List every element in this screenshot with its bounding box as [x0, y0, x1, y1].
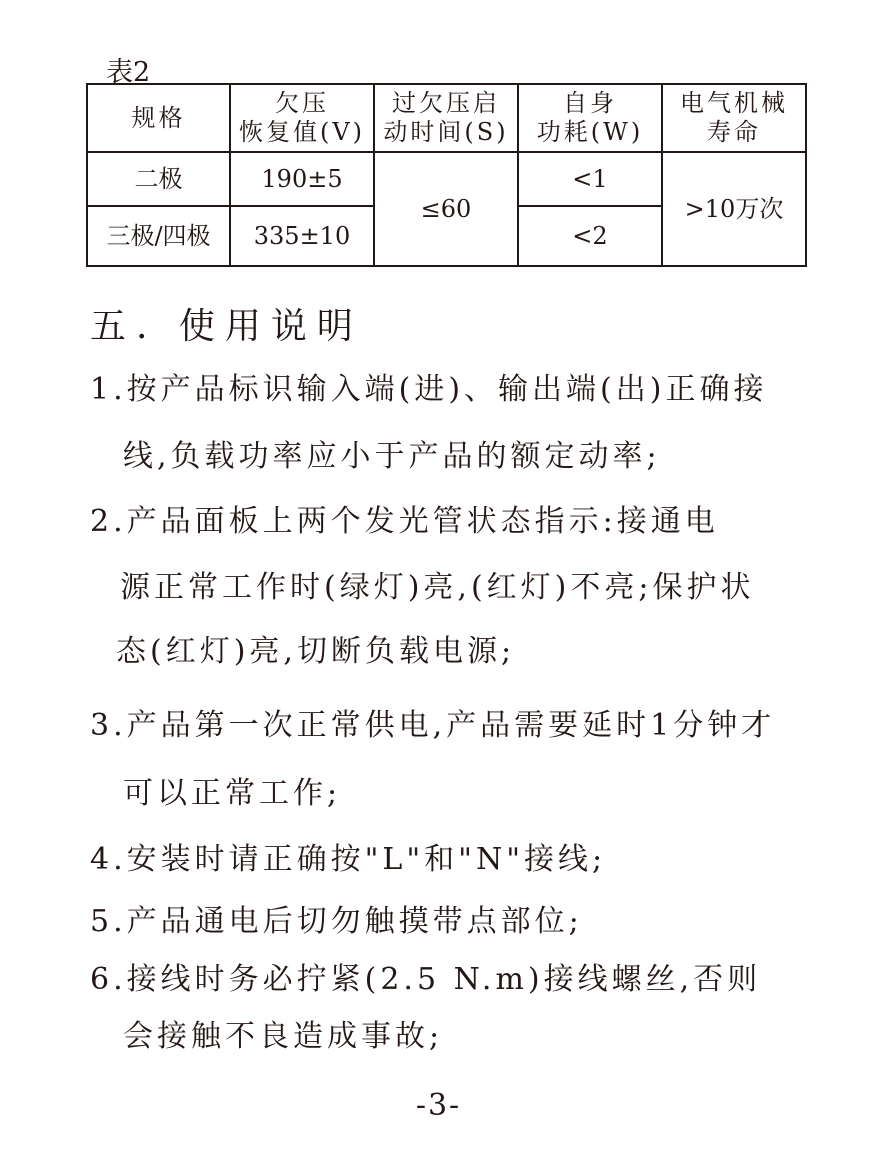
instruction-3-line-1: 3.产品第一次正常供电,产品需要延时1分钟才: [90, 708, 776, 743]
header-text: 规格: [131, 103, 186, 132]
cell-power: <2: [518, 206, 662, 266]
header-text: 自身: [563, 89, 617, 118]
instruction-1-line-1: 1.按产品标识输入端(进)、输出端(出)正确接: [90, 372, 768, 407]
header-text: 动时间(S): [383, 118, 509, 146]
page-number: -3-: [415, 1088, 462, 1123]
cell-life-merged: >10万次: [662, 152, 806, 266]
header-text: 寿命: [707, 118, 761, 146]
header-cell-spec: [87, 84, 230, 152]
spec-table: [86, 83, 807, 267]
header-text: 功耗(W): [536, 118, 644, 146]
header-text: 过欠压启: [392, 89, 500, 118]
header-text: 恢复值(V): [238, 118, 366, 146]
instruction-6-line-1: 6.接线时务必拧紧(2.5 N.m)接线螺丝,否则: [90, 962, 762, 997]
cell-spec: 三极/四极: [87, 206, 230, 266]
header-cell-delay: [374, 84, 518, 152]
instruction-4: 4.安装时请正确按"L"和"N"接线;: [90, 842, 607, 877]
header-cell-life: [662, 84, 806, 152]
table-header-row: [87, 84, 806, 152]
header-text: 欠压: [275, 89, 329, 118]
cell-recovery: 335±10: [230, 206, 374, 266]
cell-recovery: 190±5: [230, 152, 374, 206]
instruction-3-line-2: 可以正常工作;: [123, 776, 342, 811]
header-cell-recovery: [230, 84, 374, 152]
section-title: 五. 使用说明: [90, 306, 363, 347]
table-caption: 表2: [106, 57, 151, 88]
cell-power: <1: [518, 152, 662, 206]
header-text: 电气机械: [680, 89, 788, 118]
instruction-2-line-2: 源正常工作时(绿灯)亮,(红灯)不亮;保护状: [120, 570, 755, 605]
instruction-2-line-3: 态(红灯)亮,切断负载电源;: [116, 634, 516, 669]
cell-delay-merged: ≤60: [374, 152, 518, 266]
cell-spec: 二极: [87, 152, 230, 206]
instruction-1-line-2: 线,负载功率应小于产品的额定动率;: [123, 439, 661, 474]
instruction-2-line-1: 2.产品面板上两个发光管状态指示:接通电: [90, 504, 719, 539]
table-row: [87, 152, 806, 206]
header-cell-power: [518, 84, 662, 152]
instruction-5: 5.产品通电后切勿触摸带点部位;: [90, 904, 583, 939]
instruction-6-line-2: 会接触不良造成事故;: [123, 1019, 444, 1054]
